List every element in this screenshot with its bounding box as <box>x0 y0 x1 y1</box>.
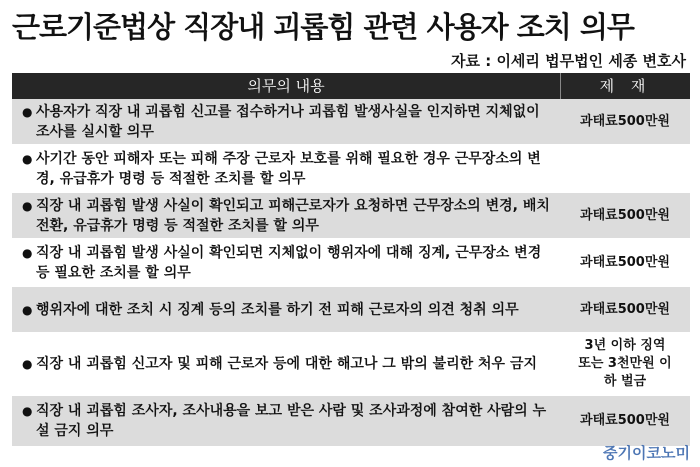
duty-cell <box>12 102 560 142</box>
penalty-cell: 과태료500만원 <box>580 413 670 428</box>
table-row <box>12 287 690 334</box>
bullet-icon: ● <box>22 198 33 213</box>
duty-text: 사용자가 직장 내 괴롭힘 신고를 접수하거나 괴롭힘 발생사실을 인지하면 지체없이 조사를 실시할 의무 <box>36 103 540 140</box>
table-row <box>12 193 690 240</box>
bullet-icon: ● <box>22 104 33 119</box>
duty-cell <box>12 243 560 283</box>
page-title: 근로기준법상 직장내 괴롭힘 관련 사용자 조치 의무 <box>12 10 634 44</box>
penalty-cell: 과태료500만원 <box>580 254 670 270</box>
duty-cell <box>12 354 560 374</box>
bullet-icon: ● <box>22 302 33 317</box>
duty-cell <box>12 300 560 320</box>
duty-cell <box>12 401 560 441</box>
header-penalty: 제 재 <box>599 77 652 95</box>
bullet-icon: ● <box>22 151 33 166</box>
duty-text: 행위자에 대한 조치 시 징계 등의 조치를 하기 전 피해 근로자의 의견 청취 의무 <box>36 301 519 318</box>
table-header <box>12 73 690 99</box>
table-row <box>12 334 690 396</box>
penalty-cell: 과태료500만원 <box>580 301 670 317</box>
duty-table <box>12 73 690 446</box>
penalty-cell: 과태료500만원 <box>580 113 670 129</box>
duty-text: 직장 내 괴롭힘 발생 사실이 확인되면 지체없이 행위자에 대해 징계, 근무장소 변경 등 필요한 조치를 할 의무 <box>36 244 542 281</box>
duty-text: 사기간 동안 피해자 또는 피해 주장 근로자 보호를 위해 필요한 경우 근무장소의 변경, 유급휴가 명령 등 적절한 조치를 할 의무 <box>36 150 541 187</box>
duty-text: 직장 내 괴롭힘 발생 사실이 확인되고 피해근로자가 요청하면 근무장소의 변경, 배치전환, 유급휴가 명령 등 적절한 조치를 할 의무 <box>36 197 550 234</box>
source-caption: 자료 : 이세리 법무법인 세종 변호사 <box>451 52 686 70</box>
table-row <box>12 396 690 446</box>
duty-text: 직장 내 괴롭힘 조사자, 조사내용을 보고 받은 사람 및 조사과정에 참여한 사람의 누설 금지 의무 <box>36 403 547 439</box>
header-duty: 의무의 내용 <box>12 73 561 99</box>
bullet-icon: ● <box>22 357 33 371</box>
duty-cell <box>12 196 560 236</box>
duty-cell <box>12 149 560 189</box>
table-row <box>12 99 690 146</box>
bullet-icon: ● <box>22 404 33 418</box>
duty-text: 직장 내 괴롭힘 신고자 및 피해 근로자 등에 대한 해고나 그 밖의 불리한 처우 금지 <box>36 356 538 372</box>
publisher-watermark: 중기이코노미 <box>603 444 690 462</box>
bullet-icon: ● <box>22 245 33 260</box>
penalty-cell: 과태료500만원 <box>580 207 670 223</box>
table-row <box>12 146 690 193</box>
penalty-cell: 3년 이하 징역 또는 3천만원 이하 벌금 <box>578 338 672 389</box>
table-row <box>12 240 690 287</box>
